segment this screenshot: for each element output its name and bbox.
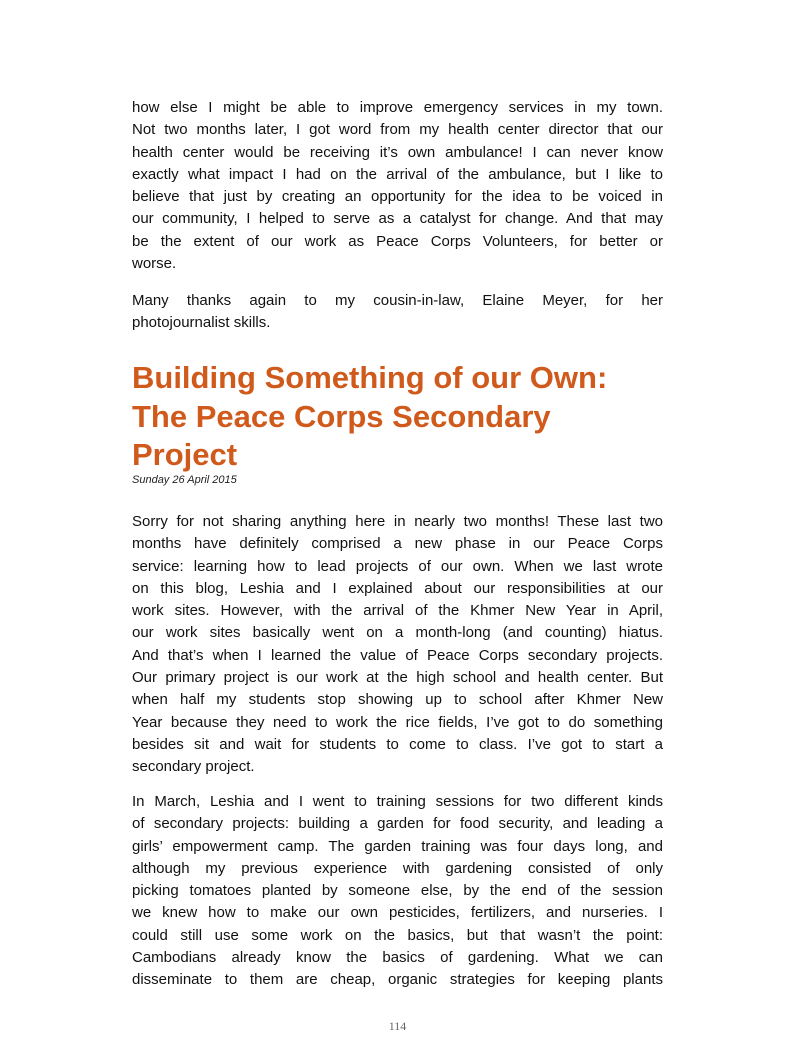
text-line: disseminate to them are cheap, organic strategies for keeping plants <box>132 971 663 989</box>
paragraph-thanks <box>132 290 663 335</box>
text-line: besides sit and wait for students to come to class. I’ve got to start a <box>132 735 663 753</box>
text-line: could still use some work on the basics, but that wasn’t the point: <box>132 926 663 944</box>
text-line: girls’ empowerment camp. The garden training was four days long, and <box>132 837 663 855</box>
text-line: our community, I helped to serve as a catalyst for change. And that may <box>132 210 663 228</box>
text-line: In March, Leshia and I went to training sessions for two different kinds <box>132 793 663 810</box>
post-title-line: The Peace Corps Secondary <box>132 398 551 434</box>
text-line: our work sites basically went on a month-long (and counting) hiatus. <box>132 624 663 642</box>
text-line: how else I might be able to improve emergency services in my town. <box>132 99 663 116</box>
text-line: Our primary project is our work at the high school and health center. But <box>132 669 663 687</box>
page-number: 114 <box>388 1019 407 1033</box>
text-line: Year because they need to work the rice fields, I’ve got to do something <box>132 713 663 731</box>
text-line: although my previous experience with gardening consisted of only <box>132 859 663 877</box>
text-line: Many thanks again to my cousin-in-law, Elaine Meyer, for her <box>132 292 663 309</box>
text-line: on this blog, Leshia and I explained about our responsibilities at our <box>132 579 663 597</box>
text-line: be the extent of our work as Peace Corps Volunteers, for better or <box>132 232 663 250</box>
text-line: worse. <box>132 255 177 273</box>
text-line: believe that just by creating an opportunity for the idea to be voiced in <box>132 188 663 206</box>
text-line: Not two months later, I got word from my health center director that our <box>132 121 663 139</box>
text-line: And that’s when I learned the value of Peace Corps secondary projects. <box>132 646 663 664</box>
text-line: we knew how to make our own pesticides, fertilizers, and nurseries. I <box>132 904 663 922</box>
post-title-line: Building Something of our Own: <box>132 360 608 395</box>
text-line: when half my students stop showing up to school after Khmer New <box>132 691 663 709</box>
text-line: of secondary projects: building a garden for food security, and leading a <box>132 815 663 833</box>
text-line: work sites. However, with the arrival of the Khmer New Year in April, <box>132 602 663 620</box>
text-line: picking tomatoes planted by someone else, by the end of the session <box>132 882 663 900</box>
text-line: secondary project. <box>132 758 255 776</box>
post-title <box>132 359 732 475</box>
text-line: months have definitely comprised a new phase in our Peace Corps <box>132 535 663 553</box>
text-line: exactly what impact I had on the arrival of the ambulance, but I like to <box>132 165 663 183</box>
paragraph-training <box>132 791 663 992</box>
text-line: health center would be receiving it’s own ambulance! I can never know <box>132 143 663 161</box>
paragraph-intro <box>132 511 663 779</box>
text-line: photojournalist skills. <box>132 314 271 332</box>
post-title-line: Project <box>132 437 238 472</box>
text-line: Cambodians already know the basics of gardening. What we can <box>132 949 663 967</box>
text-line: Sorry for not sharing anything here in nearly two months! These last two <box>132 513 663 530</box>
paragraph-ambulance <box>132 97 663 275</box>
text-line: service: learning how to lead projects of our own. When we last wrote <box>132 557 663 575</box>
post-date: Sunday 26 April 2015 <box>132 474 237 486</box>
